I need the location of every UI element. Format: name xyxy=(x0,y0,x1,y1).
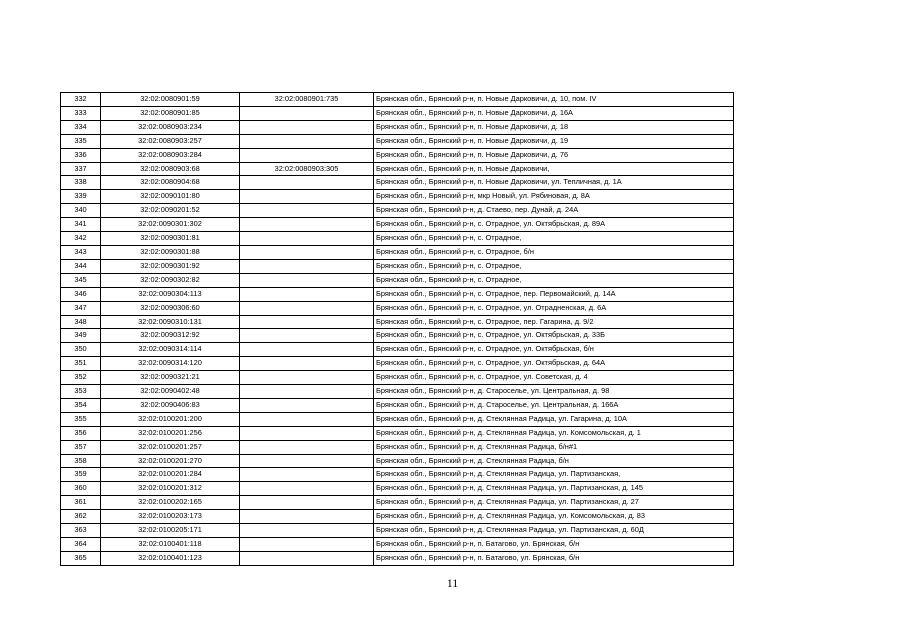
row-number-cell: 357 xyxy=(61,440,101,454)
address-cell: Брянская обл., Брянский р-н, с. Отрадное, xyxy=(374,259,734,273)
row-number-cell: 339 xyxy=(61,190,101,204)
related-cadastral-number-cell xyxy=(240,412,374,426)
address-cell: Брянская обл., Брянский р-н, п. Новые Дарковичи, д. 19 xyxy=(374,134,734,148)
address-cell: Брянская обл., Брянский р-н, с. Отрадное, ул. Октябрьская, д. 89А xyxy=(374,218,734,232)
table-row xyxy=(61,218,734,232)
related-cadastral-number-cell xyxy=(240,454,374,468)
table-row xyxy=(61,412,734,426)
table-row xyxy=(61,426,734,440)
address-cell: Брянская обл., Брянский р-н, с. Отрадное, б/н xyxy=(374,245,734,259)
related-cadastral-number-cell xyxy=(240,371,374,385)
cadastral-number-cell: 32:02:0090314:114 xyxy=(101,343,240,357)
cadastral-number-cell: 32:02:0100201:200 xyxy=(101,412,240,426)
row-number-cell: 337 xyxy=(61,162,101,176)
related-cadastral-number-cell xyxy=(240,496,374,510)
related-cadastral-number-cell xyxy=(240,482,374,496)
row-number-cell: 358 xyxy=(61,454,101,468)
cadastral-number-cell: 32:02:0090312:92 xyxy=(101,329,240,343)
table-row xyxy=(61,524,734,538)
row-number-cell: 356 xyxy=(61,426,101,440)
address-cell: Брянская обл., Брянский р-н, п. Батагово, ул. Брянская, б/н xyxy=(374,551,734,565)
table-row xyxy=(61,482,734,496)
table-row xyxy=(61,259,734,273)
related-cadastral-number-cell xyxy=(240,245,374,259)
cadastral-number-cell: 32:02:0100202:165 xyxy=(101,496,240,510)
table-row xyxy=(61,176,734,190)
cadastral-number-cell: 32:02:0090310:131 xyxy=(101,315,240,329)
cadastral-number-cell: 32:02:0080903:68 xyxy=(101,162,240,176)
row-number-cell: 335 xyxy=(61,134,101,148)
related-cadastral-number-cell xyxy=(240,385,374,399)
cadastral-number-cell: 32:02:0090306:60 xyxy=(101,301,240,315)
related-cadastral-number-cell xyxy=(240,273,374,287)
address-cell: Брянская обл., Брянский р-н, с. Отрадное, ул. Октябрьская, б/н xyxy=(374,343,734,357)
cadastral-number-cell: 32:02:0090201:52 xyxy=(101,204,240,218)
address-cell: Брянская обл., Брянский р-н, п. Новые Дарковичи, д. 10, пом. IV xyxy=(374,93,734,107)
related-cadastral-number-cell xyxy=(240,440,374,454)
related-cadastral-number-cell xyxy=(240,176,374,190)
address-cell: Брянская обл., Брянский р-н, д. Стеклянная Радица, ул. Партизанская, д. 145 xyxy=(374,482,734,496)
row-number-cell: 359 xyxy=(61,468,101,482)
registry-table-body xyxy=(61,93,734,566)
address-cell: Брянская обл., Брянский р-н, с. Отрадное, ул. Октябрьская, д. 33Б xyxy=(374,329,734,343)
cadastral-number-cell: 32:02:0090301:81 xyxy=(101,232,240,246)
related-cadastral-number-cell xyxy=(240,120,374,134)
cadastral-number-cell: 32:02:0090314:120 xyxy=(101,357,240,371)
related-cadastral-number-cell xyxy=(240,343,374,357)
table-row xyxy=(61,190,734,204)
address-cell: Брянская обл., Брянский р-н, д. Староселье, ул. Центральная, д. 98 xyxy=(374,385,734,399)
address-cell: Брянская обл., Брянский р-н, д. Стаево, пер. Дунай, д. 24А xyxy=(374,204,734,218)
table-row xyxy=(61,120,734,134)
row-number-cell: 362 xyxy=(61,510,101,524)
cadastral-number-cell: 32:02:0080903:234 xyxy=(101,120,240,134)
table-row xyxy=(61,371,734,385)
cadastral-number-cell: 32:02:0090101:80 xyxy=(101,190,240,204)
table-row xyxy=(61,245,734,259)
related-cadastral-number-cell xyxy=(240,301,374,315)
row-number-cell: 354 xyxy=(61,398,101,412)
related-cadastral-number-cell xyxy=(240,148,374,162)
row-number-cell: 346 xyxy=(61,287,101,301)
row-number-cell: 344 xyxy=(61,259,101,273)
related-cadastral-number-cell xyxy=(240,510,374,524)
table-row xyxy=(61,204,734,218)
row-number-cell: 349 xyxy=(61,329,101,343)
row-number-cell: 353 xyxy=(61,385,101,399)
row-number-cell: 361 xyxy=(61,496,101,510)
related-cadastral-number-cell xyxy=(240,329,374,343)
address-cell: Брянская обл., Брянский р-н, мкр Новый, ул. Рябиновая, д. 8А xyxy=(374,190,734,204)
address-cell: Брянская обл., Брянский р-н, п. Новые Дарковичи, д. 18 xyxy=(374,120,734,134)
address-cell: Брянская обл., Брянский р-н, д. Стеклянная Радица, б/н xyxy=(374,454,734,468)
cadastral-number-cell: 32:02:0090301:92 xyxy=(101,259,240,273)
table-row xyxy=(61,162,734,176)
cadastral-number-cell: 32:02:0100401:118 xyxy=(101,538,240,552)
row-number-cell: 348 xyxy=(61,315,101,329)
row-number-cell: 347 xyxy=(61,301,101,315)
related-cadastral-number-cell xyxy=(240,106,374,120)
table-row xyxy=(61,232,734,246)
table-row xyxy=(61,287,734,301)
related-cadastral-number-cell xyxy=(240,287,374,301)
table-row xyxy=(61,551,734,565)
address-cell: Брянская обл., Брянский р-н, с. Отрадное, пер. Гагарина, д. 9/2 xyxy=(374,315,734,329)
table-row xyxy=(61,398,734,412)
cadastral-number-cell: 32:02:0090302:82 xyxy=(101,273,240,287)
row-number-cell: 363 xyxy=(61,524,101,538)
cadastral-number-cell: 32:02:0100201:284 xyxy=(101,468,240,482)
related-cadastral-number-cell xyxy=(240,398,374,412)
table-row xyxy=(61,106,734,120)
related-cadastral-number-cell xyxy=(240,538,374,552)
cadastral-number-cell: 32:02:0080901:85 xyxy=(101,106,240,120)
address-cell: Брянская обл., Брянский р-н, д. Стеклянная Радица, ул. Гагарина, д. 10А xyxy=(374,412,734,426)
cadastral-number-cell: 32:02:0090402:48 xyxy=(101,385,240,399)
cadastral-number-cell: 32:02:0100203:173 xyxy=(101,510,240,524)
table-row xyxy=(61,496,734,510)
table-row xyxy=(61,301,734,315)
row-number-cell: 338 xyxy=(61,176,101,190)
cadastral-number-cell: 32:02:0100201:256 xyxy=(101,426,240,440)
row-number-cell: 333 xyxy=(61,106,101,120)
related-cadastral-number-cell xyxy=(240,524,374,538)
related-cadastral-number-cell xyxy=(240,232,374,246)
cadastral-number-cell: 32:02:0100401:123 xyxy=(101,551,240,565)
related-cadastral-number-cell: 32:02:0080901:735 xyxy=(240,93,374,107)
address-cell: Брянская обл., Брянский р-н, д. Стеклянная Радица, б/н#1 xyxy=(374,440,734,454)
related-cadastral-number-cell xyxy=(240,190,374,204)
related-cadastral-number-cell xyxy=(240,357,374,371)
cadastral-number-cell: 32:02:0090406:83 xyxy=(101,398,240,412)
row-number-cell: 341 xyxy=(61,218,101,232)
related-cadastral-number-cell xyxy=(240,426,374,440)
row-number-cell: 355 xyxy=(61,412,101,426)
cadastral-number-cell: 32:02:0100205:171 xyxy=(101,524,240,538)
row-number-cell: 350 xyxy=(61,343,101,357)
address-cell: Брянская обл., Брянский р-н, с. Отрадное, пер. Первомайский, д. 14А xyxy=(374,287,734,301)
related-cadastral-number-cell xyxy=(240,551,374,565)
address-cell: Брянская обл., Брянский р-н, с. Отрадное, xyxy=(374,273,734,287)
address-cell: Брянская обл., Брянский р-н, д. Стеклянная Радица, ул. Партизанская, д. 27 xyxy=(374,496,734,510)
table-row xyxy=(61,468,734,482)
row-number-cell: 342 xyxy=(61,232,101,246)
address-cell: Брянская обл., Брянский р-н, п. Новые Дарковичи, ул. Тепличная, д. 1А xyxy=(374,176,734,190)
related-cadastral-number-cell xyxy=(240,468,374,482)
address-cell: Брянская обл., Брянский р-н, п. Батагово, ул. Брянская, б/н xyxy=(374,538,734,552)
table-row xyxy=(61,343,734,357)
row-number-cell: 364 xyxy=(61,538,101,552)
row-number-cell: 334 xyxy=(61,120,101,134)
cadastral-number-cell: 32:02:0090304:113 xyxy=(101,287,240,301)
row-number-cell: 336 xyxy=(61,148,101,162)
cadastral-number-cell: 32:02:0080901:59 xyxy=(101,93,240,107)
table-row xyxy=(61,329,734,343)
row-number-cell: 360 xyxy=(61,482,101,496)
cadastral-number-cell: 32:02:0080903:284 xyxy=(101,148,240,162)
cadastral-number-cell: 32:02:0080904:68 xyxy=(101,176,240,190)
cadastral-number-cell: 32:02:0080903:257 xyxy=(101,134,240,148)
address-cell: Брянская обл., Брянский р-н, д. Стеклянная Радица, ул. Комсомольская, д. 1 xyxy=(374,426,734,440)
registry-table xyxy=(60,92,734,566)
address-cell: Брянская обл., Брянский р-н, д. Стеклянная Радица, ул. Партизанская, xyxy=(374,468,734,482)
related-cadastral-number-cell xyxy=(240,134,374,148)
row-number-cell: 365 xyxy=(61,551,101,565)
table-row xyxy=(61,315,734,329)
table-row xyxy=(61,454,734,468)
cadastral-number-cell: 32:02:0090321:21 xyxy=(101,371,240,385)
cadastral-number-cell: 32:02:0100201:257 xyxy=(101,440,240,454)
address-cell: Брянская обл., Брянский р-н, п. Новые Дарковичи, д. 16А xyxy=(374,106,734,120)
address-cell: Брянская обл., Брянский р-н, д. Староселье, ул. Центральная, д. 166А xyxy=(374,398,734,412)
table-row xyxy=(61,148,734,162)
cadastral-number-cell: 32:02:0100201:312 xyxy=(101,482,240,496)
row-number-cell: 340 xyxy=(61,204,101,218)
cadastral-number-cell: 32:02:0090301:302 xyxy=(101,218,240,232)
table-row xyxy=(61,385,734,399)
table-row xyxy=(61,357,734,371)
address-cell: Брянская обл., Брянский р-н, с. Отрадное, ул. Октябрьская, д. 64А xyxy=(374,357,734,371)
related-cadastral-number-cell xyxy=(240,259,374,273)
table-row xyxy=(61,510,734,524)
page-number: 11 xyxy=(446,576,459,590)
table-row xyxy=(61,538,734,552)
address-cell: Брянская обл., Брянский р-н, с. Отрадное, xyxy=(374,232,734,246)
address-cell: Брянская обл., Брянский р-н, п. Новые Дарковичи, д. 76 xyxy=(374,148,734,162)
address-cell: Брянская обл., Брянский р-н, с. Отрадное, ул. Отрадненская, д. 6А xyxy=(374,301,734,315)
address-cell: Брянская обл., Брянский р-н, д. Стеклянная Радица, ул. Партизанская, д. 60Д xyxy=(374,524,734,538)
table-row xyxy=(61,440,734,454)
cadastral-number-cell: 32:02:0090301:88 xyxy=(101,245,240,259)
table-row xyxy=(61,93,734,107)
table-row xyxy=(61,273,734,287)
table-row xyxy=(61,134,734,148)
related-cadastral-number-cell xyxy=(240,218,374,232)
related-cadastral-number-cell: 32:02:0080903:305 xyxy=(240,162,374,176)
address-cell: Брянская обл., Брянский р-н, д. Стеклянная Радица, ул. Комсомольская, д. 83 xyxy=(374,510,734,524)
row-number-cell: 343 xyxy=(61,245,101,259)
related-cadastral-number-cell xyxy=(240,204,374,218)
row-number-cell: 332 xyxy=(61,93,101,107)
address-cell: Брянская обл., Брянский р-н, с. Отрадное, ул. Советская, д. 4 xyxy=(374,371,734,385)
related-cadastral-number-cell xyxy=(240,315,374,329)
row-number-cell: 345 xyxy=(61,273,101,287)
row-number-cell: 351 xyxy=(61,357,101,371)
cadastral-number-cell: 32:02:0100201:270 xyxy=(101,454,240,468)
row-number-cell: 352 xyxy=(61,371,101,385)
address-cell: Брянская обл., Брянский р-н, п. Новые Дарковичи, xyxy=(374,162,734,176)
